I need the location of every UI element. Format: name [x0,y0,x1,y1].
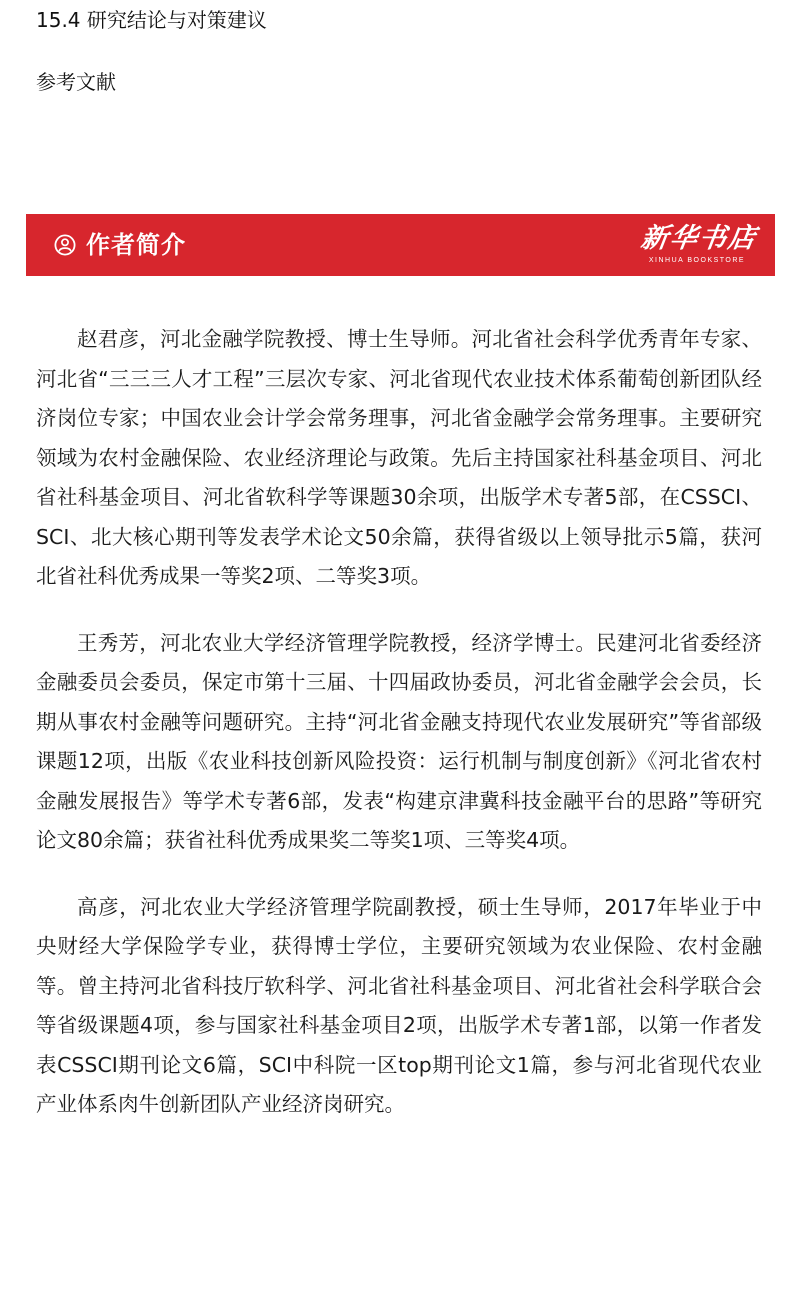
toc-references-item[interactable]: 参考文献 [36,70,116,94]
author-bio-zhao: 赵君彦，河北金融学院教授、博士生导师。河北省社会科学优秀青年专家、河北省“三三三人才工程”三层次专家、河北省现代农业技术体系葡萄创新团队经济岗位专家；中国农业会计学会常务理事，河北省金融学会常务理事。主要研究领域为农村金融保险、农业经济理论与政策。先后主持国家社科基金项目、河北省社科基金项目、河北省软科学等课题30余项，出版学术专著5部，在CSSCI、SCI、北大核心期刊等发表学术论文50余篇，获得省级以上领导批示5篇，获河北省社科优秀成果一等奖2项、二等奖3项。 [36,327,762,588]
author-intro-banner [26,214,775,276]
author-bio-gao: 高彦，河北农业大学经济管理学院副教授，硕士生导师，2017年毕业于中央财经大学保险学专业，获得博士学位，主要研究领域为农业保险、农村金融等。曾主持河北省科技厅软科学、河北省社科基金项目、河北省社会科学联合会等省级课题4项，参与国家社科基金项目2项，出版学术专著1部，以第一作者发表CSSCI期刊论文6篇，SCI中科院一区top期刊论文1篇，参与河北省现代农业产业体系肉牛创新团队产业经济岗研究。 [36,894,762,1116]
brand-subtitle: XINHUA BOOKSTORE [648,257,746,264]
xinhua-bookstore-logo [638,223,760,269]
author-bio-wang: 王秀芳，河北农业大学经济管理学院教授，经济学博士。民建河北省委经济金融委员会委员，保定市第十三届、十四届政协委员，河北省金融学会会员，长期从事农村金融等问题研究。主持“河北省金融支持现代农业发展研究”等省部级课题12项，出版《农业科技创新风险投资：运行机制与制度创新》《河北省农村金融发展报告》等学术专著6部，发表“构建京津冀科技金融平台的思路”等研究论文80余篇；获省社科优秀成果奖二等奖1项、三等奖4项。 [36,630,762,852]
author-bios [36,320,762,1152]
brand-name: 新华书店 [638,223,760,254]
toc-section-item[interactable]: 15.4 研究结论与对策建议 [36,8,267,32]
banner-title: 作者简介 [86,231,186,259]
user-circle-icon [54,234,76,256]
